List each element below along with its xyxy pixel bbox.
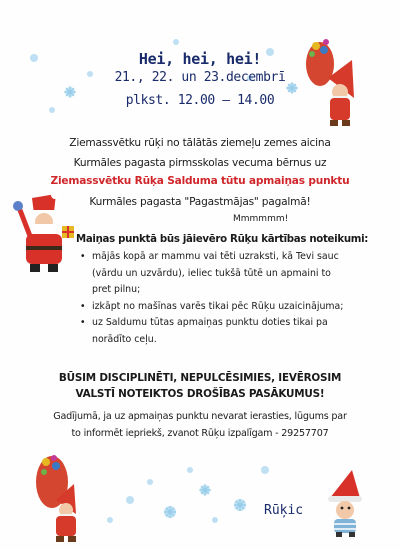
event-highlight: Ziemassvētku Rūķa Salduma tūtu apmaiņas punktu: [50, 175, 350, 187]
gnome-with-sack-illustration-bottom: [30, 452, 90, 544]
intro-line-4: Kurmāles pagasta "Pagastmājas" pagalmā!: [89, 196, 311, 208]
event-dates: 21., 22. un 23.decembrī: [114, 70, 286, 85]
intro-line-2: Kurmāles pagasta pirmsskolas vecuma bērnus uz: [73, 157, 327, 169]
intro-line-1: Ziemassvētku rūķi no tālātās ziemeļu zemes aicina: [69, 137, 331, 149]
warning-line-2: VALSTĪ NOTEIKTOS DROŠĪBAS PASĀKUMUS!: [75, 388, 325, 400]
warning-line-1: BŪSIM DISCIPLINĒTI, NEPULCĒSIMIES, IEVĒROSIM: [58, 372, 342, 384]
small-gnome-illustration: [322, 468, 368, 538]
mmm-text: Mmmmmm!: [233, 214, 289, 224]
event-time: plkst. 12.00 – 14.00: [125, 93, 275, 108]
rules-list: [80, 249, 370, 348]
rules-title: Maiņas punktā būs jāievēro Rūķu kārtības noteikumi:: [76, 234, 369, 245]
greeting-heading: Hei, hei, hei!: [138, 50, 262, 68]
rule-item: • izkāpt no mašīnas varēs tikai pēc Rūķu uzaicinājuma;: [80, 299, 370, 316]
contact-line-1: Gadījumā, ja uz apmaiņas punktu nevarat ierasties, lūgums par: [53, 411, 347, 422]
contact-line-2: to informēt iepriekš, zvanot Rūķu izpalīgam - 29257707: [71, 428, 329, 439]
rule-item: • uz Saldumu tūtas apmaiņas punktu doties tikai pa norādīto ceļu.: [80, 315, 370, 348]
signature: Rūķic: [264, 503, 304, 518]
rule-item: • mājās kopā ar mammu vai tēti uzraksti, kā Tevi sauc (vārdu un uzvārdu), ieliec tukšā tūtē un apmaini to pret pilnu;: [80, 249, 370, 299]
